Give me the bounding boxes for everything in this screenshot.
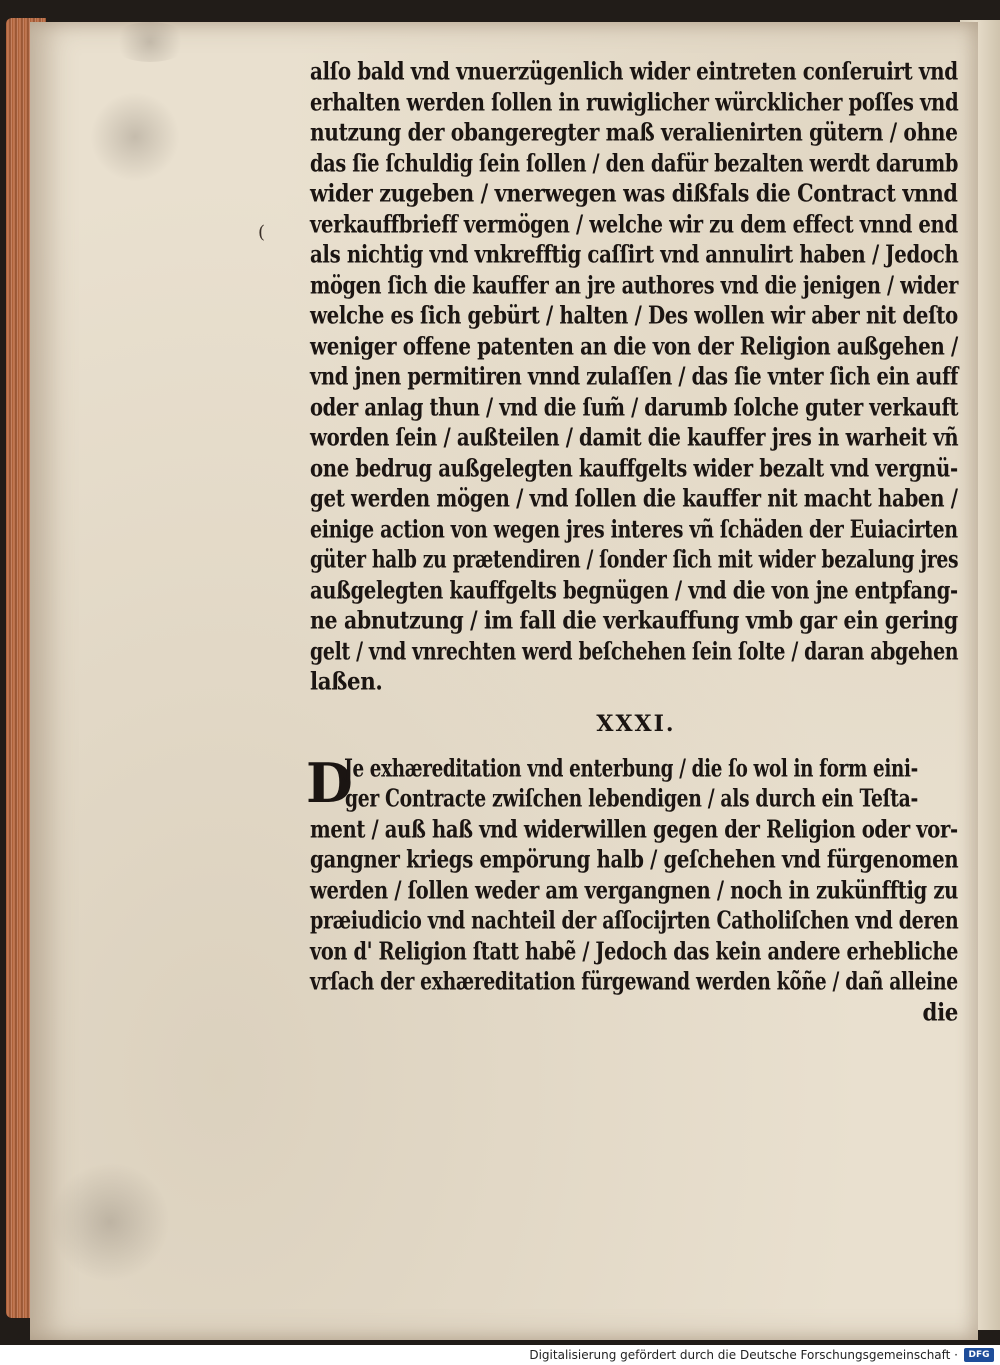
stain [110, 22, 190, 62]
text-line: güter halb zu prætendiren / ſonder ſich mit wider bezalung jres [310, 546, 959, 575]
section-heading: XXXI. [596, 710, 676, 737]
text-line: vnd jnen permitiren vnnd zulaſſen / das ſie vnter ſich ein auff [310, 363, 958, 392]
text-line: weniger offene patenten an die von der Religion außgehen / [310, 332, 958, 361]
text-line: wider zugeben / vnerwegen was dißfals die Contract vnnd [310, 180, 958, 209]
text-line: Je exhæreditation vnd enterbung / die ſo wol in form eini- [344, 754, 918, 783]
text-block [306, 58, 962, 1029]
text-line: mögen ſich die kauffer an jre authores vnd die jenigen / wider [310, 271, 959, 300]
text-line: oder anlag thun / vnd die ſum̃ / darumb ſolche guter verkauft [310, 393, 959, 422]
footer-credit: Digitalisierung gefördert durch die Deutsche Forschungsgemeinschaft · [529, 1348, 958, 1362]
paragraph-xxxi-lines [310, 755, 962, 1030]
paragraph-xxx-continuation [310, 58, 962, 699]
text-line: one bedrug außgelegten kauffgelts wider bezalt vnd vergnü- [310, 454, 958, 483]
text-line: welche es ſich gebürt / halten / Des wollen wir aber nit deſto [310, 302, 958, 331]
text-line: die [922, 998, 958, 1027]
text-line: laßen. [310, 668, 383, 697]
digitization-footer [0, 1345, 1000, 1365]
stain [50, 1162, 170, 1282]
text-line: gelt / vnd vnrechten werd beſchehen ſein ſolte / daran abgehen [310, 637, 959, 666]
text-line: als nichtig vnd vnkrefftig caſſirt vnd annulirt haben / Jedoch [310, 241, 959, 270]
dfg-logo: DFG [964, 1348, 994, 1362]
text-line: verkauffbrieff vermögen / welche wir zu dem effect vnnd end [310, 210, 958, 239]
stain [90, 92, 180, 182]
text-line: das ſie ſchuldig ſein ſollen / den dafür bezalten werdt darumb [310, 149, 958, 178]
margin-mark: ( [258, 222, 266, 243]
text-line: nutzung der obangeregter maß veralienirten gütern / ohne [310, 119, 958, 148]
text-line: außgelegten kauffgelts begnügen / vnd die von jne entpfang- [310, 576, 958, 605]
text-line: worden ſein / außteilen / damit die kauffer jres in warheit vñ [310, 424, 959, 453]
text-line: gangner kriegs empörung halb / geſchehen vnd fürgenomen [310, 846, 959, 875]
text-line: præiudicio vnd nachteil der aſſocijrten Catholiſchen vnd deren [310, 907, 959, 936]
text-line: ment / auß haß vnd widerwillen gegen der Religion oder vor- [310, 815, 958, 844]
text-line: werden / ſollen weder am vergangnen / noch in zukünfftig zu [310, 876, 958, 905]
text-line: von d' Religion ſtatt habẽ / Jedoch das kein andere erhebliche [310, 937, 959, 966]
text-line: vrſach der exhæreditation fürgewand werden kõñe / dañ alleine [310, 968, 958, 997]
paragraph-xxxi [306, 750, 962, 1030]
text-line: erhalten werden ſollen in ruwiglicher würcklicher poſſes vnd [310, 88, 959, 117]
drop-cap: D [306, 750, 353, 815]
text-line: einige action von wegen jres interes vñ ſchäden der Euiacirten [310, 515, 958, 544]
text-line: ne abnutzung / im fall die verkauffung vmb gar ein gering [310, 607, 958, 636]
text-line: get werden mögen / vnd ſollen die kauffer nit macht haben / [310, 485, 958, 514]
text-line: ger Contracte zwiſchen lebendigen / als durch ein Teſta- [344, 785, 918, 814]
text-line: alſo bald vnd vnuerzügenlich wider eintreten conſeruirt vnd [310, 58, 958, 87]
